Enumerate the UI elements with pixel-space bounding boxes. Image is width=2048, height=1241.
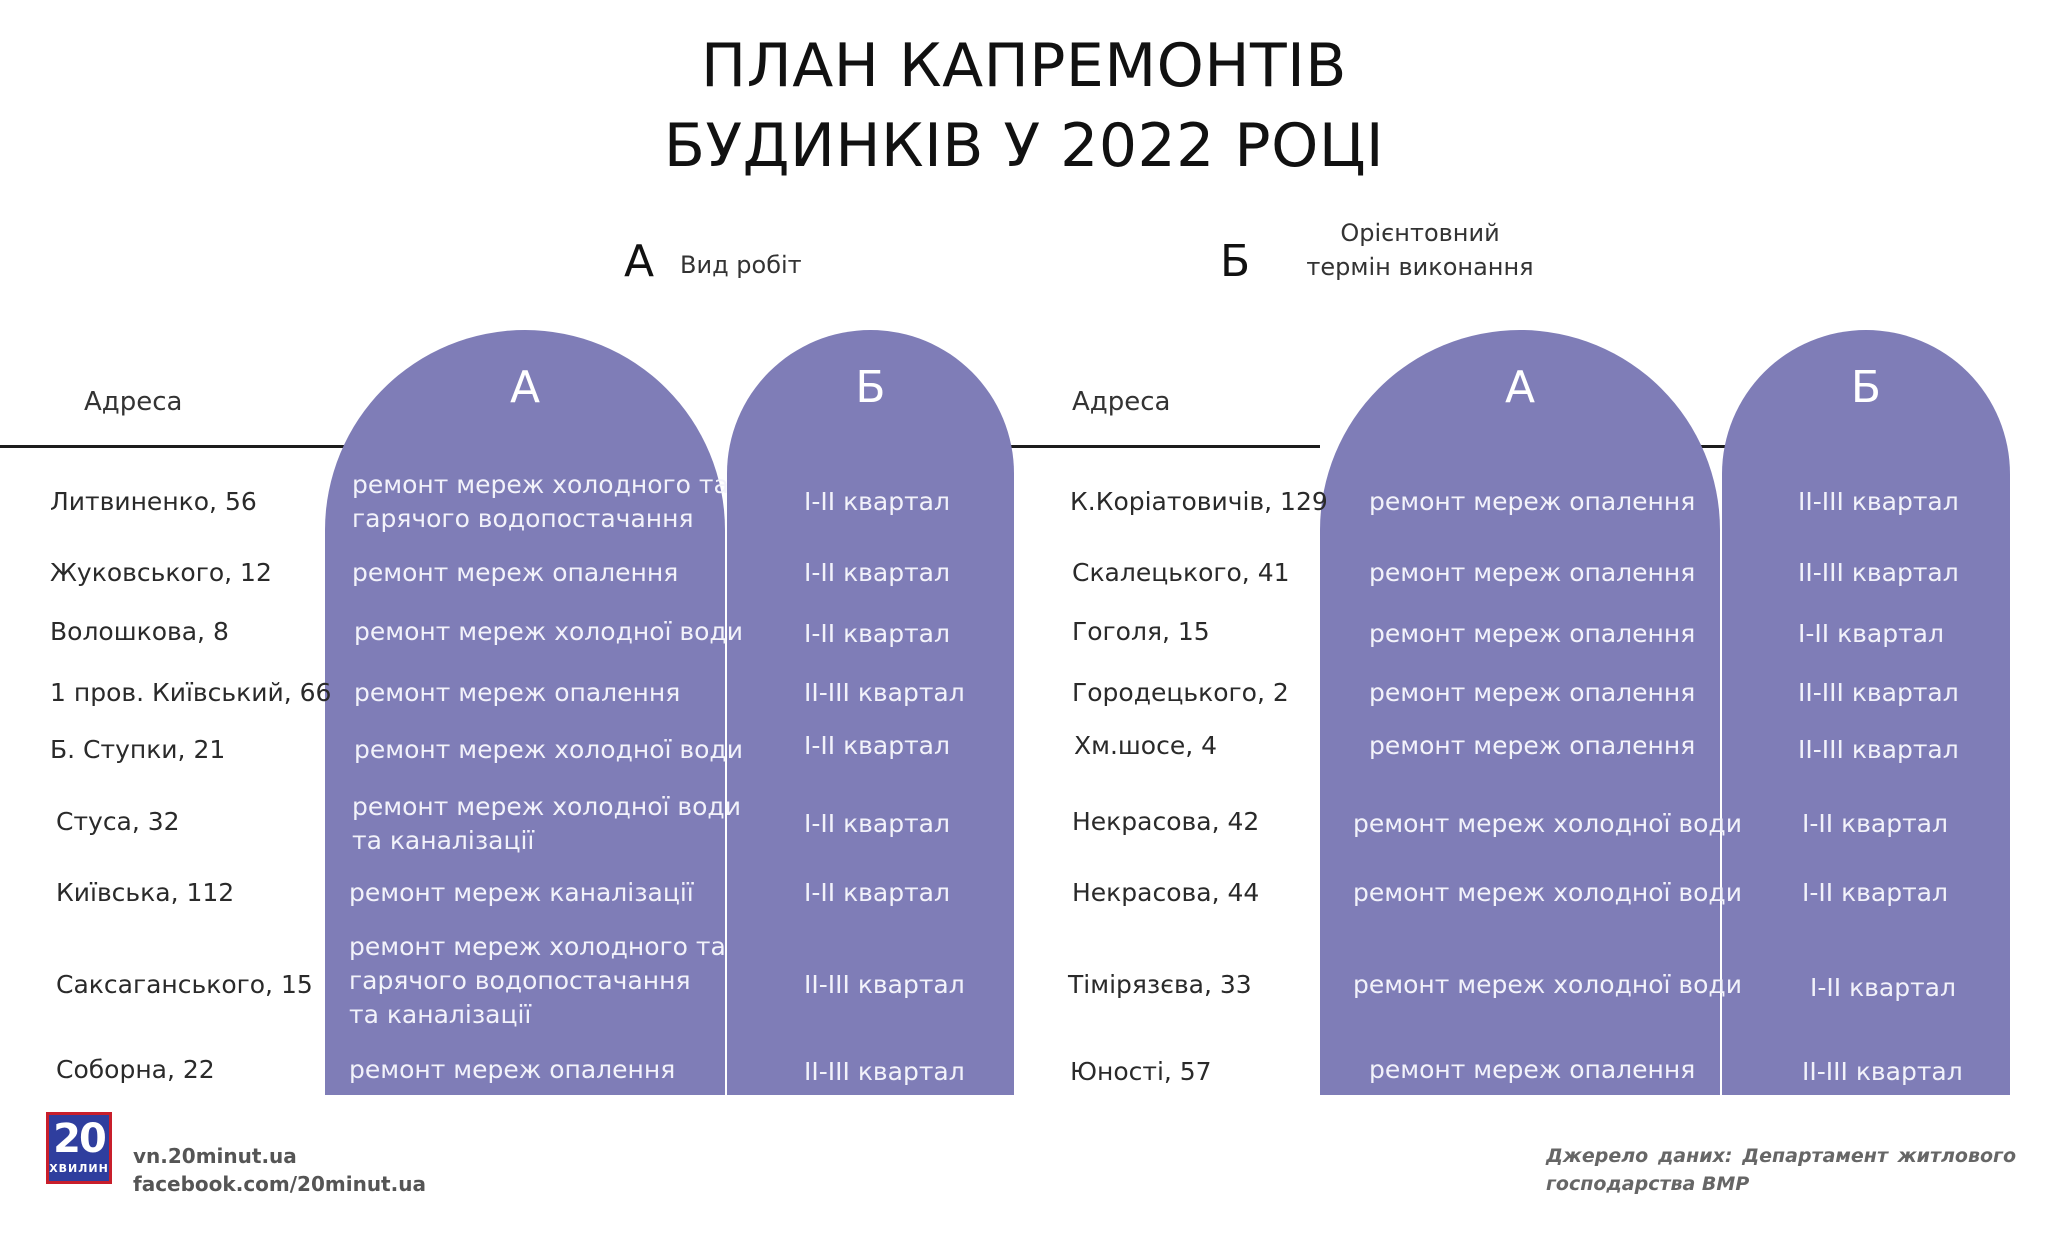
page-title-line1: ПЛАН КАПРЕМОНТІВ	[701, 31, 1347, 101]
right-row-4-term: II-III квартал	[1798, 678, 1959, 707]
right-row-2-term: II-III квартал	[1798, 558, 1959, 587]
page-title-line2: БУДИНКІВ У 2022 РОЦІ	[663, 111, 1385, 181]
right-column-b-header: Б	[1850, 362, 1882, 413]
right-row-8-term: I-II квартал	[1810, 973, 1956, 1002]
right-row-9-address: Юності, 57	[1070, 1057, 1212, 1086]
right-row-3-address: Гоголя, 15	[1072, 617, 1210, 646]
right-row-7-term: I-II квартал	[1802, 878, 1948, 907]
left-row-8-term: II-III квартал	[804, 970, 965, 999]
right-row-5-term: II-III квартал	[1798, 735, 1959, 764]
left-row-7-address: Київська, 112	[56, 878, 235, 907]
left-row-8-address: Саксаганського, 15	[56, 970, 313, 999]
left-row-6-address: Стуса, 32	[56, 807, 180, 836]
left-row-7-work: ремонт мереж каналізації	[349, 878, 694, 907]
right-row-4-work: ремонт мереж опалення	[1369, 678, 1696, 707]
site-link[interactable]: vn.20minut.ua	[133, 1144, 297, 1168]
left-row-1-address: Литвиненко, 56	[50, 487, 257, 516]
legend-a-letter: А	[624, 236, 655, 287]
left-row-2-work: ремонт мереж опалення	[352, 558, 679, 587]
right-row-8-work: ремонт мереж холодної води	[1353, 970, 1742, 999]
right-column-a-header: А	[1504, 362, 1536, 413]
data-source: Джерело даних: Департамент житлового господарства ВМР	[1546, 1145, 2016, 1195]
right-row-2-address: Скалецького, 41	[1072, 558, 1290, 587]
right-row-6-address: Некрасова, 42	[1072, 807, 1260, 836]
right-row-1-work: ремонт мереж опалення	[1369, 487, 1696, 516]
left-row-9-term: II-III квартал	[804, 1057, 965, 1086]
left-row-3-work: ремонт мереж холодної води	[354, 617, 743, 646]
left-row-9-work: ремонт мереж опалення	[349, 1055, 676, 1084]
left-address-header: Адреса	[84, 387, 183, 417]
left-row-4-work: ремонт мереж опалення	[354, 678, 681, 707]
right-row-3-term: I-II квартал	[1798, 619, 1944, 648]
logo-word: ХВИЛИН	[49, 1162, 109, 1175]
left-row-5-work: ремонт мереж холодної води	[354, 735, 743, 764]
right-row-9-term: II-III квартал	[1802, 1057, 1963, 1086]
left-row-4-term: II-III квартал	[804, 678, 965, 707]
legend-b-letter: Б	[1220, 236, 1251, 287]
left-row-8-work: ремонт мереж холодного та гарячого водопостачання та каналізації	[349, 932, 726, 1029]
left-row-1-term: I-II квартал	[804, 487, 950, 516]
footer-links	[133, 1142, 426, 1198]
right-row-1-address: К.Коріатовичів, 129	[1070, 487, 1328, 516]
left-row-9-address: Соборна, 22	[56, 1055, 215, 1084]
left-row-6-term: I-II квартал	[804, 809, 950, 838]
facebook-link[interactable]: facebook.com/20minut.ua	[133, 1172, 426, 1196]
right-row-2-work: ремонт мереж опалення	[1369, 558, 1696, 587]
left-row-2-term: I-II квартал	[804, 558, 950, 587]
right-row-6-work: ремонт мереж холодної води	[1353, 809, 1742, 838]
left-row-2-address: Жуковського, 12	[50, 558, 272, 587]
right-row-7-address: Некрасова, 44	[1072, 878, 1260, 907]
left-row-5-term: I-II квартал	[804, 731, 950, 760]
right-row-6-term: I-II квартал	[1802, 809, 1948, 838]
logo-number: 20	[53, 1116, 105, 1162]
left-column-b-header: Б	[855, 362, 886, 413]
legend-a-text: Вид робіт	[680, 251, 802, 279]
left-row-3-term: I-II квартал	[804, 619, 950, 648]
right-header-rule	[1010, 445, 1320, 448]
right-address-header: Адреса	[1072, 387, 1171, 417]
right-row-7-work: ремонт мереж холодної води	[1353, 878, 1742, 907]
left-row-3-address: Волошкова, 8	[50, 617, 229, 646]
right-row-5-work: ремонт мереж опалення	[1369, 731, 1696, 760]
left-row-7-term: I-II квартал	[804, 878, 950, 907]
left-row-5-address: Б. Ступки, 21	[50, 735, 226, 764]
left-header-rule	[0, 445, 345, 448]
brand-logo[interactable]	[46, 1112, 112, 1184]
right-row-9-work: ремонт мереж опалення	[1369, 1055, 1696, 1084]
legend-b-text: Орієнтовний термін виконання	[1306, 219, 1534, 281]
right-row-4-address: Городецького, 2	[1072, 678, 1289, 707]
right-row-8-address: Тімірязєва, 33	[1068, 970, 1252, 999]
right-row-3-work: ремонт мереж опалення	[1369, 619, 1696, 648]
left-row-1-work: ремонт мереж холодного та гарячого водопостачання	[352, 470, 729, 533]
left-row-4-address: 1 пров. Київський, 66	[50, 678, 332, 707]
right-row-1-term: II-III квартал	[1798, 487, 1959, 516]
left-column-a-header: А	[509, 362, 541, 413]
left-row-6-work: ремонт мереж холодної води та каналізації	[352, 792, 741, 855]
right-row-5-address: Хм.шосе, 4	[1074, 731, 1218, 760]
